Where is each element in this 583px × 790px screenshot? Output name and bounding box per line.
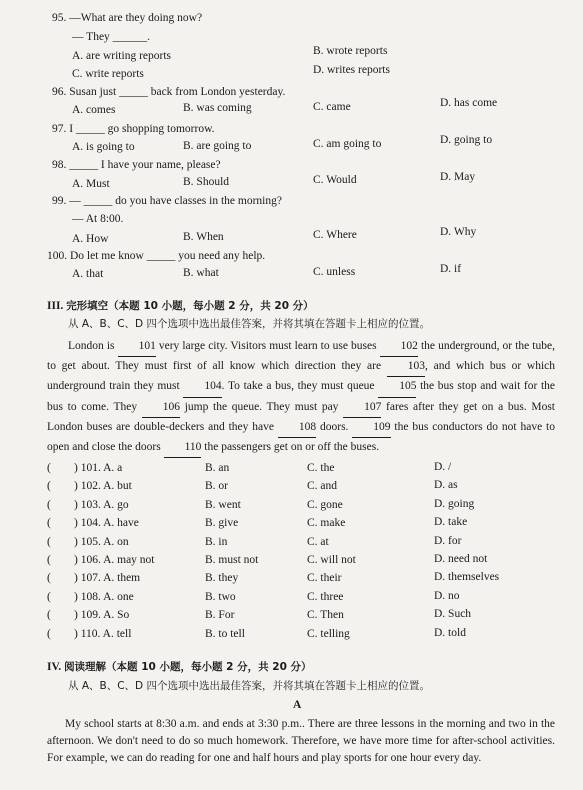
question-text: back from London yesterday.	[147, 86, 286, 98]
answer-option: C. Would	[313, 174, 357, 186]
cloze-option-d: D. as	[434, 479, 458, 492]
question-text: 98.	[52, 159, 67, 171]
cloze-item-number: ) 103. A. go	[74, 498, 129, 511]
cloze-blank: 102	[380, 337, 418, 357]
answer-bracket: (	[47, 609, 51, 622]
cloze-option-b: B. give	[205, 517, 239, 530]
question-text: you need any help.	[175, 250, 266, 262]
answer-option: B. are going to	[183, 140, 252, 152]
cloze-option-b: B. must not	[205, 554, 259, 566]
answer-bracket: (	[47, 462, 51, 474]
cloze-option-c: C. Then	[307, 609, 344, 622]
answer-blank: _____	[75, 123, 105, 135]
answer-option: C. Where	[313, 229, 357, 241]
cloze-item-number: ) 110. A. tell	[74, 627, 132, 640]
cloze-blank: 103	[387, 357, 425, 377]
section-3-title: 完形填空（本题 10 小题，每小题 2 分，共 20 分）	[66, 300, 314, 312]
answer-option: D. has come	[440, 97, 498, 109]
passage-text: fares after they get on a bus. Most London buses are double-deckers and they have	[47, 400, 556, 433]
answer-option: D. if	[440, 263, 462, 275]
answer-bracket: (	[47, 590, 51, 603]
cloze-blank: 109	[352, 418, 390, 438]
cloze-item-number: ) 106. A. may not	[74, 554, 155, 566]
passage-text: jump the queue. They must pay	[180, 400, 344, 413]
cloze-option-d: D. no	[434, 589, 460, 602]
question-text: 96. Susan just	[52, 86, 117, 98]
cloze-blank: 107	[343, 398, 381, 418]
cloze-option-d: D. going	[434, 497, 475, 510]
answer-option: A. are writing reports	[72, 50, 171, 62]
cloze-blank: 108	[278, 418, 316, 438]
answer-bracket: (	[47, 554, 51, 566]
cloze-item-number: ) 109. A. So	[74, 609, 130, 622]
question-stem	[52, 123, 215, 137]
passage-label: A	[293, 699, 302, 711]
cloze-option-d: D. need not	[434, 553, 488, 565]
answer-option: B. was coming	[183, 102, 252, 114]
answer-blank: _____	[83, 195, 113, 207]
answer-option: C. unless	[313, 266, 356, 278]
passage-text: the underground, or the tube, to get about. They must first of all know which direction they are	[47, 340, 555, 373]
answer-option: A. that	[72, 268, 104, 280]
question-stem	[52, 159, 221, 173]
passage-text: . To take a bus, they must queue	[221, 380, 379, 393]
question-stem	[52, 195, 282, 209]
question-text: — They	[72, 31, 110, 43]
cloze-option-b: B. two	[205, 590, 236, 603]
cloze-item-number: ) 108. A. one	[74, 590, 134, 603]
passage-text: the bus conductors do not have to open and close the doors	[47, 420, 555, 454]
answer-option: C. write reports	[72, 68, 144, 80]
section-4-title: 阅读理解（本题 10 小题，每小题 2 分，共 20 分）	[64, 661, 312, 673]
question-text: go shopping tomorrow.	[104, 123, 215, 135]
answer-blank: ______.	[112, 31, 151, 43]
cloze-option-d: D. /	[434, 461, 452, 473]
passage-text: , and which bus or which underground train they must	[47, 360, 555, 393]
cloze-option-b: B. went	[205, 498, 241, 511]
cloze-option-d: D. for	[434, 534, 462, 547]
answer-option: B. what	[183, 267, 219, 279]
cloze-blank: 105	[378, 377, 416, 397]
cloze-item-number: ) 107. A. them	[74, 572, 141, 585]
passage-text: the passengers get on or off the buses.	[201, 441, 380, 454]
answer-blank: _____	[119, 86, 148, 98]
cloze-option-b: B. they	[205, 572, 239, 585]
answer-bracket: (	[47, 627, 51, 640]
section-3-number: III.	[47, 300, 64, 312]
cloze-option-c: C. three	[307, 590, 344, 603]
cloze-item-number: ) 104. A. have	[74, 517, 139, 530]
section-4-instruction: 从 A、B、C、D 四个选项中选出最佳答案，并将其填在答题卡上相应的位置。	[68, 680, 430, 692]
cloze-item-number: ) 102. A. but	[74, 480, 132, 493]
answer-bracket: (	[47, 535, 51, 548]
answer-option: D. writes reports	[313, 64, 390, 76]
reading-passage: My school starts at 8:30 a.m. and ends at 3:30 p.m.. There are three lessons in the morning and two in the afternoon. We don't need to do so much homework. Therefore, we have more time for after-school activities. For example, we can do reading for one and half hours and play sports for one hour every day.	[47, 718, 555, 764]
answer-blank: _____	[69, 159, 98, 171]
answer-option: A. comes	[72, 104, 116, 116]
section-3-instruction: 从 A、B、C、D 四个选项中选出最佳答案，并将其填在答题卡上相应的位置。	[68, 318, 430, 330]
cloze-option-c: C. make	[307, 517, 346, 530]
cloze-item-number: ) 101. A. a	[74, 462, 123, 474]
question-subline	[72, 31, 150, 45]
question-text: I have your name, please?	[98, 159, 221, 171]
answer-bracket: (	[47, 498, 51, 511]
question-subline	[72, 213, 123, 227]
answer-option: D. Why	[440, 226, 477, 238]
answer-option: C. am going to	[313, 138, 382, 150]
answer-option: B. When	[183, 231, 224, 243]
cloze-item-number: ) 105. A. on	[74, 535, 129, 548]
cloze-option-b: B. For	[205, 609, 235, 622]
answer-option: B. wrote reports	[313, 45, 388, 57]
cloze-option-b: B. or	[205, 480, 228, 493]
cloze-option-b: B. in	[205, 535, 228, 548]
cloze-option-c: C. telling	[307, 627, 350, 640]
answer-option: A. How	[72, 233, 109, 245]
cloze-option-c: C. the	[307, 462, 335, 474]
section-4-number: IV.	[47, 661, 62, 673]
passage-text: London is	[68, 340, 118, 352]
cloze-passage	[47, 337, 555, 458]
cloze-option-c: C. will not	[307, 554, 356, 566]
question-stem	[47, 250, 265, 264]
answer-blank: _____	[146, 250, 176, 262]
answer-option: A. is going to	[72, 141, 135, 153]
cloze-option-c: C. at	[307, 535, 329, 548]
question-text: 100. Do let me know	[47, 250, 144, 262]
cloze-blank: 106	[142, 398, 180, 418]
answer-option: C. came	[313, 101, 351, 113]
cloze-option-b: B. an	[205, 462, 230, 474]
cloze-option-c: C. gone	[307, 498, 343, 511]
question-text: do you have classes in the morning?	[112, 195, 282, 207]
section-4-heading	[47, 661, 312, 675]
cloze-blank: 104	[183, 377, 221, 397]
cloze-option-d: D. told	[434, 626, 466, 639]
question-text: 95. —What are they doing now?	[52, 12, 203, 24]
answer-bracket: (	[47, 517, 51, 530]
cloze-option-b: B. to tell	[205, 627, 245, 640]
question-text: — At 8:00.	[72, 213, 124, 225]
cloze-blank: 101	[118, 337, 156, 357]
question-text: 97. I	[52, 123, 74, 135]
cloze-option-d: D. themselves	[434, 571, 500, 584]
cloze-option-d: D. Such	[434, 608, 472, 621]
answer-bracket: (	[47, 572, 51, 585]
cloze-blank: 110	[164, 438, 202, 458]
passage-text: doors.	[316, 420, 353, 433]
passage-text: the bus stop and wait for the bus to come. They	[47, 380, 556, 413]
question-stem	[52, 86, 285, 100]
answer-option: A. Must	[72, 178, 110, 190]
question-text: 99. —	[52, 195, 81, 207]
answer-option: D. May	[440, 171, 476, 183]
cloze-option-d: D. take	[434, 516, 468, 529]
answer-option: B. Should	[183, 176, 230, 188]
section-3-heading	[47, 300, 314, 314]
cloze-option-c: C. and	[307, 480, 338, 493]
answer-option: D. going to	[440, 134, 493, 146]
cloze-option-c: C. their	[307, 572, 342, 585]
answer-bracket: (	[47, 480, 51, 493]
passage-text: very large city. Visitors must learn to use buses	[155, 340, 380, 352]
question-stem	[52, 12, 202, 26]
